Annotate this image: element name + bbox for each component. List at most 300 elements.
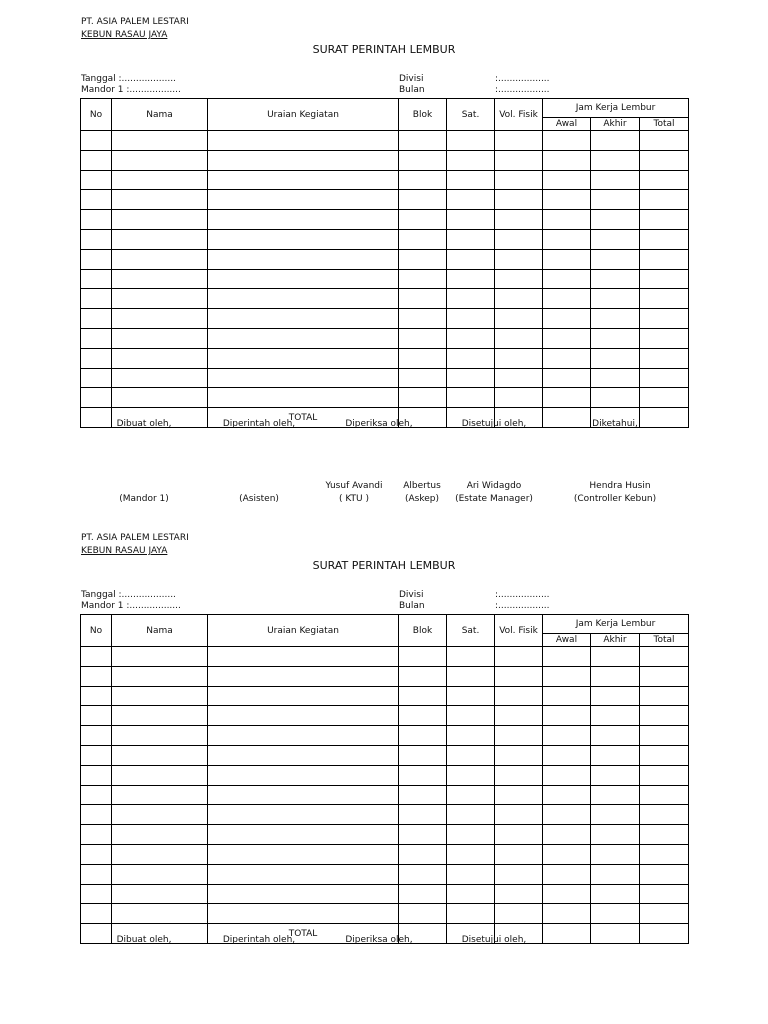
table-cell[interactable] xyxy=(81,904,112,924)
table-cell[interactable] xyxy=(591,884,640,904)
table-cell[interactable] xyxy=(591,904,640,924)
table-cell[interactable] xyxy=(208,647,399,667)
table-cell[interactable] xyxy=(447,289,495,309)
table-cell[interactable] xyxy=(543,210,591,230)
table-cell[interactable] xyxy=(112,131,208,151)
table-cell[interactable] xyxy=(640,150,689,170)
table-cell[interactable] xyxy=(112,647,208,667)
table-cell[interactable] xyxy=(543,190,591,210)
table-cell[interactable] xyxy=(399,647,447,667)
table-cell[interactable] xyxy=(543,884,591,904)
table-cell[interactable] xyxy=(591,229,640,249)
table-cell[interactable] xyxy=(81,131,112,151)
table-cell[interactable] xyxy=(447,388,495,408)
table-cell[interactable] xyxy=(447,825,495,845)
header-total: Total xyxy=(640,118,689,131)
table-cell[interactable] xyxy=(399,249,447,269)
table-cell[interactable] xyxy=(447,170,495,190)
table-cell[interactable] xyxy=(495,765,543,785)
table-cell[interactable] xyxy=(112,765,208,785)
table-cell[interactable] xyxy=(591,745,640,765)
header-awal: Awal xyxy=(543,118,591,131)
table-cell[interactable] xyxy=(399,686,447,706)
table-cell[interactable] xyxy=(591,368,640,388)
table-cell[interactable] xyxy=(112,785,208,805)
table-cell[interactable] xyxy=(81,765,112,785)
table-cell[interactable] xyxy=(447,249,495,269)
header-akhir: Akhir xyxy=(591,118,640,131)
table-cell[interactable] xyxy=(112,706,208,726)
table-cell[interactable] xyxy=(112,884,208,904)
table-cell[interactable] xyxy=(81,309,112,329)
table-cell[interactable] xyxy=(81,785,112,805)
table-cell[interactable] xyxy=(495,348,543,368)
header-uraian: Uraian Kegiatan xyxy=(208,99,399,131)
role-dibuat: Dibuat oleh, xyxy=(116,419,172,429)
divisi-label: Divisi xyxy=(399,74,424,84)
table-cell[interactable] xyxy=(640,229,689,249)
table-cell[interactable] xyxy=(208,686,399,706)
table-cell[interactable] xyxy=(447,190,495,210)
table-cell[interactable] xyxy=(81,249,112,269)
table-cell[interactable] xyxy=(447,745,495,765)
table-cell[interactable] xyxy=(81,825,112,845)
table-cell[interactable] xyxy=(81,269,112,289)
form-title: SURAT PERINTAH LEMBUR xyxy=(312,43,456,56)
table-cell[interactable] xyxy=(81,289,112,309)
table-cell[interactable] xyxy=(640,745,689,765)
table-cell[interactable] xyxy=(208,309,399,329)
table-cell[interactable] xyxy=(640,131,689,151)
table-cell[interactable] xyxy=(208,328,399,348)
table-cell[interactable] xyxy=(495,150,543,170)
table-cell[interactable] xyxy=(399,131,447,151)
table-cell[interactable] xyxy=(112,210,208,230)
table-cell[interactable] xyxy=(112,388,208,408)
table-cell[interactable] xyxy=(447,785,495,805)
table-cell[interactable] xyxy=(543,368,591,388)
tanggal-field: Tanggal :................... xyxy=(81,590,176,600)
header-no: No xyxy=(81,99,112,131)
table-cell[interactable] xyxy=(591,686,640,706)
table-row xyxy=(81,229,689,249)
table-cell[interactable] xyxy=(112,864,208,884)
table-cell[interactable] xyxy=(112,229,208,249)
total-label: TOTAL xyxy=(208,408,399,428)
table-cell[interactable] xyxy=(543,864,591,884)
table-cell[interactable] xyxy=(81,170,112,190)
table-cell[interactable] xyxy=(543,745,591,765)
role-diperiksa: Diperiksa oleh, xyxy=(345,935,413,945)
table-cell[interactable] xyxy=(112,249,208,269)
table-cell[interactable] xyxy=(81,706,112,726)
table-cell[interactable] xyxy=(112,269,208,289)
table-cell[interactable] xyxy=(447,368,495,388)
table-cell[interactable] xyxy=(495,805,543,825)
mandor-field: Mandor 1 :.................. xyxy=(81,85,181,95)
table-cell[interactable] xyxy=(640,686,689,706)
table-cell[interactable] xyxy=(399,289,447,309)
table-cell[interactable] xyxy=(591,388,640,408)
table-cell[interactable] xyxy=(543,706,591,726)
table-cell[interactable] xyxy=(81,666,112,686)
table-cell[interactable] xyxy=(543,844,591,864)
table-cell[interactable] xyxy=(81,368,112,388)
table-cell[interactable] xyxy=(399,309,447,329)
table-cell[interactable] xyxy=(81,348,112,368)
table-cell[interactable] xyxy=(591,864,640,884)
signer-position: (Estate Manager) xyxy=(455,494,533,504)
signer-position: (Mandor 1) xyxy=(119,494,169,504)
table-cell[interactable] xyxy=(640,408,689,428)
table-cell[interactable] xyxy=(81,805,112,825)
header-total: Total xyxy=(640,634,689,647)
table-cell[interactable] xyxy=(495,686,543,706)
table-cell[interactable] xyxy=(640,706,689,726)
table-cell[interactable] xyxy=(543,904,591,924)
table-cell[interactable] xyxy=(399,706,447,726)
table-cell[interactable] xyxy=(208,131,399,151)
table-cell[interactable] xyxy=(640,647,689,667)
table-cell[interactable] xyxy=(640,924,689,944)
role-diketahui: Diketahui, xyxy=(592,419,638,429)
table-cell[interactable] xyxy=(399,229,447,249)
form-title: SURAT PERINTAH LEMBUR xyxy=(312,559,456,572)
table-cell[interactable] xyxy=(81,745,112,765)
table-cell[interactable] xyxy=(591,825,640,845)
table-cell[interactable] xyxy=(81,229,112,249)
table-cell[interactable] xyxy=(640,328,689,348)
table-cell[interactable] xyxy=(591,289,640,309)
table-cell[interactable] xyxy=(112,348,208,368)
table-cell[interactable] xyxy=(543,647,591,667)
table-cell[interactable] xyxy=(208,229,399,249)
header-row xyxy=(81,615,689,634)
table-cell[interactable] xyxy=(447,686,495,706)
table-cell[interactable] xyxy=(543,289,591,309)
table-cell[interactable] xyxy=(81,844,112,864)
table-cell[interactable] xyxy=(399,666,447,686)
table-cell[interactable] xyxy=(208,210,399,230)
table-cell[interactable] xyxy=(543,686,591,706)
table-cell[interactable] xyxy=(495,844,543,864)
header-nama: Nama xyxy=(112,615,208,647)
table-cell[interactable] xyxy=(208,726,399,746)
table-cell[interactable] xyxy=(399,785,447,805)
table-cell[interactable] xyxy=(208,170,399,190)
table-cell[interactable] xyxy=(81,924,112,944)
table-cell[interactable] xyxy=(591,805,640,825)
table-cell[interactable] xyxy=(447,844,495,864)
table-cell[interactable] xyxy=(447,706,495,726)
bulan-value: :.................. xyxy=(495,85,550,95)
table-cell[interactable] xyxy=(447,666,495,686)
table-cell[interactable] xyxy=(543,170,591,190)
table-cell[interactable] xyxy=(543,408,591,428)
table-cell[interactable] xyxy=(495,368,543,388)
table-cell[interactable] xyxy=(543,328,591,348)
table-cell[interactable] xyxy=(495,249,543,269)
table-cell[interactable] xyxy=(399,348,447,368)
table-cell[interactable] xyxy=(399,269,447,289)
table-cell[interactable] xyxy=(399,864,447,884)
bulan-label: Bulan xyxy=(399,85,425,95)
signer-name: Ari Widagdo xyxy=(466,481,522,491)
table-cell[interactable] xyxy=(543,150,591,170)
table-cell[interactable] xyxy=(208,864,399,884)
table-cell[interactable] xyxy=(81,884,112,904)
table-cell[interactable] xyxy=(591,309,640,329)
signer-name: Hendra Husin xyxy=(589,481,651,491)
table-cell[interactable] xyxy=(399,388,447,408)
table-row xyxy=(81,745,689,765)
table-cell[interactable] xyxy=(640,170,689,190)
table-cell[interactable] xyxy=(208,190,399,210)
table-cell[interactable] xyxy=(399,825,447,845)
table-cell[interactable] xyxy=(591,150,640,170)
table-cell[interactable] xyxy=(447,229,495,249)
table-cell[interactable] xyxy=(640,844,689,864)
table-cell[interactable] xyxy=(543,825,591,845)
table-cell[interactable] xyxy=(640,825,689,845)
table-cell[interactable] xyxy=(447,805,495,825)
table-cell[interactable] xyxy=(447,765,495,785)
table-cell[interactable] xyxy=(495,726,543,746)
table-cell[interactable] xyxy=(447,904,495,924)
table-cell[interactable] xyxy=(495,647,543,667)
table-cell[interactable] xyxy=(640,864,689,884)
table-cell[interactable] xyxy=(495,904,543,924)
table-cell[interactable] xyxy=(640,368,689,388)
table-cell[interactable] xyxy=(208,805,399,825)
table-cell[interactable] xyxy=(640,388,689,408)
table-cell[interactable] xyxy=(112,150,208,170)
table-cell[interactable] xyxy=(543,765,591,785)
table-cell[interactable] xyxy=(447,864,495,884)
table-cell[interactable] xyxy=(495,706,543,726)
table-row xyxy=(81,844,689,864)
table-cell[interactable] xyxy=(591,210,640,230)
table-cell[interactable] xyxy=(208,289,399,309)
table-cell[interactable] xyxy=(208,666,399,686)
table-cell[interactable] xyxy=(543,348,591,368)
table-cell[interactable] xyxy=(112,686,208,706)
table-cell[interactable] xyxy=(208,269,399,289)
table-cell[interactable] xyxy=(447,726,495,746)
table-cell[interactable] xyxy=(112,904,208,924)
table-cell[interactable] xyxy=(495,864,543,884)
role-diperintah: Diperintah oleh, xyxy=(222,935,296,945)
header-awal: Awal xyxy=(543,634,591,647)
table-row xyxy=(81,309,689,329)
table-cell[interactable] xyxy=(591,765,640,785)
table-cell[interactable] xyxy=(447,269,495,289)
table-cell[interactable] xyxy=(399,904,447,924)
table-cell[interactable] xyxy=(591,269,640,289)
table-cell[interactable] xyxy=(399,844,447,864)
table-cell[interactable] xyxy=(112,368,208,388)
divisi-value: :.................. xyxy=(495,74,550,84)
company-name: PT. ASIA PALEM LESTARI xyxy=(81,17,189,27)
table-row xyxy=(81,726,689,746)
table-cell[interactable] xyxy=(543,388,591,408)
table-cell[interactable] xyxy=(81,150,112,170)
table-cell[interactable] xyxy=(543,229,591,249)
table-cell[interactable] xyxy=(447,309,495,329)
table-cell[interactable] xyxy=(208,249,399,269)
table-cell[interactable] xyxy=(640,190,689,210)
table-cell[interactable] xyxy=(543,249,591,269)
table-cell[interactable] xyxy=(399,745,447,765)
table-cell[interactable] xyxy=(640,309,689,329)
table-cell[interactable] xyxy=(208,825,399,845)
table-cell[interactable] xyxy=(640,210,689,230)
bulan-value: :.................. xyxy=(495,601,550,611)
table-cell[interactable] xyxy=(640,289,689,309)
table-cell[interactable] xyxy=(208,348,399,368)
table-cell[interactable] xyxy=(543,309,591,329)
table-cell[interactable] xyxy=(112,170,208,190)
table-cell[interactable] xyxy=(495,884,543,904)
table-cell[interactable] xyxy=(640,785,689,805)
signer-position: ( KTU ) xyxy=(338,494,370,504)
table-cell[interactable] xyxy=(640,805,689,825)
table-cell[interactable] xyxy=(591,924,640,944)
table-cell[interactable] xyxy=(81,647,112,667)
table-cell[interactable] xyxy=(495,309,543,329)
table-cell[interactable] xyxy=(81,388,112,408)
table-cell[interactable] xyxy=(543,924,591,944)
table-cell[interactable] xyxy=(591,131,640,151)
header-row xyxy=(81,99,689,118)
table-cell[interactable] xyxy=(640,269,689,289)
table-cell[interactable] xyxy=(543,131,591,151)
table-row xyxy=(81,368,689,388)
table-cell[interactable] xyxy=(81,328,112,348)
table-cell[interactable] xyxy=(81,408,112,428)
table-cell[interactable] xyxy=(112,805,208,825)
table-cell[interactable] xyxy=(399,765,447,785)
table-cell[interactable] xyxy=(495,210,543,230)
table-cell[interactable] xyxy=(112,289,208,309)
table-cell[interactable] xyxy=(208,706,399,726)
table-cell[interactable] xyxy=(591,706,640,726)
table-cell[interactable] xyxy=(495,745,543,765)
table-cell[interactable] xyxy=(447,210,495,230)
table-cell[interactable] xyxy=(112,666,208,686)
table-cell[interactable] xyxy=(640,884,689,904)
table-cell[interactable] xyxy=(495,131,543,151)
table-cell[interactable] xyxy=(591,348,640,368)
table-cell[interactable] xyxy=(591,785,640,805)
table-cell[interactable] xyxy=(208,844,399,864)
table-cell[interactable] xyxy=(495,388,543,408)
table-cell[interactable] xyxy=(640,904,689,924)
table-cell[interactable] xyxy=(208,884,399,904)
table-cell[interactable] xyxy=(399,805,447,825)
table-cell[interactable] xyxy=(447,348,495,368)
table-cell[interactable] xyxy=(112,745,208,765)
table-cell[interactable] xyxy=(81,726,112,746)
table-cell[interactable] xyxy=(112,328,208,348)
table-cell[interactable] xyxy=(495,170,543,190)
table-cell[interactable] xyxy=(399,170,447,190)
table-cell[interactable] xyxy=(399,884,447,904)
table-cell[interactable] xyxy=(495,269,543,289)
table-cell[interactable] xyxy=(81,210,112,230)
table-cell[interactable] xyxy=(495,666,543,686)
table-cell[interactable] xyxy=(591,726,640,746)
table-cell[interactable] xyxy=(495,229,543,249)
signer-name: Yusuf Avandi xyxy=(325,481,383,491)
table-cell[interactable] xyxy=(495,190,543,210)
table-cell[interactable] xyxy=(399,368,447,388)
table-cell[interactable] xyxy=(495,328,543,348)
table-cell[interactable] xyxy=(543,269,591,289)
table-cell[interactable] xyxy=(81,190,112,210)
table-cell[interactable] xyxy=(81,864,112,884)
table-row xyxy=(81,249,689,269)
header-blok: Blok xyxy=(399,615,447,647)
table-cell[interactable] xyxy=(640,726,689,746)
table-cell[interactable] xyxy=(543,666,591,686)
table-cell[interactable] xyxy=(208,904,399,924)
header-sat: Sat. xyxy=(447,615,495,647)
table-cell[interactable] xyxy=(543,805,591,825)
table-cell[interactable] xyxy=(112,726,208,746)
table-cell[interactable] xyxy=(399,150,447,170)
table-cell[interactable] xyxy=(399,328,447,348)
table-cell[interactable] xyxy=(543,785,591,805)
table-row xyxy=(81,864,689,884)
table-cell[interactable] xyxy=(208,785,399,805)
table-cell[interactable] xyxy=(640,765,689,785)
table-cell[interactable] xyxy=(208,368,399,388)
table-cell[interactable] xyxy=(591,844,640,864)
table-cell[interactable] xyxy=(591,190,640,210)
table-cell[interactable] xyxy=(591,328,640,348)
table-cell[interactable] xyxy=(81,686,112,706)
table-cell[interactable] xyxy=(208,388,399,408)
table-cell[interactable] xyxy=(399,726,447,746)
table-cell[interactable] xyxy=(447,150,495,170)
table-cell[interactable] xyxy=(543,726,591,746)
table-cell[interactable] xyxy=(640,249,689,269)
table-cell[interactable] xyxy=(208,745,399,765)
table-cell[interactable] xyxy=(112,309,208,329)
table-cell[interactable] xyxy=(640,666,689,686)
table-cell[interactable] xyxy=(112,844,208,864)
table-cell[interactable] xyxy=(208,765,399,785)
table-cell[interactable] xyxy=(208,150,399,170)
table-cell[interactable] xyxy=(495,289,543,309)
table-cell[interactable] xyxy=(591,249,640,269)
table-cell[interactable] xyxy=(591,666,640,686)
table-cell[interactable] xyxy=(495,825,543,845)
table-cell[interactable] xyxy=(640,348,689,368)
table-cell[interactable] xyxy=(447,647,495,667)
table-cell[interactable] xyxy=(399,210,447,230)
table-cell[interactable] xyxy=(591,170,640,190)
table-cell[interactable] xyxy=(447,328,495,348)
table-cell[interactable] xyxy=(591,647,640,667)
table-cell[interactable] xyxy=(112,825,208,845)
table-cell[interactable] xyxy=(112,190,208,210)
table-cell[interactable] xyxy=(495,785,543,805)
table-cell[interactable] xyxy=(447,884,495,904)
table-cell[interactable] xyxy=(399,190,447,210)
table-cell[interactable] xyxy=(447,131,495,151)
